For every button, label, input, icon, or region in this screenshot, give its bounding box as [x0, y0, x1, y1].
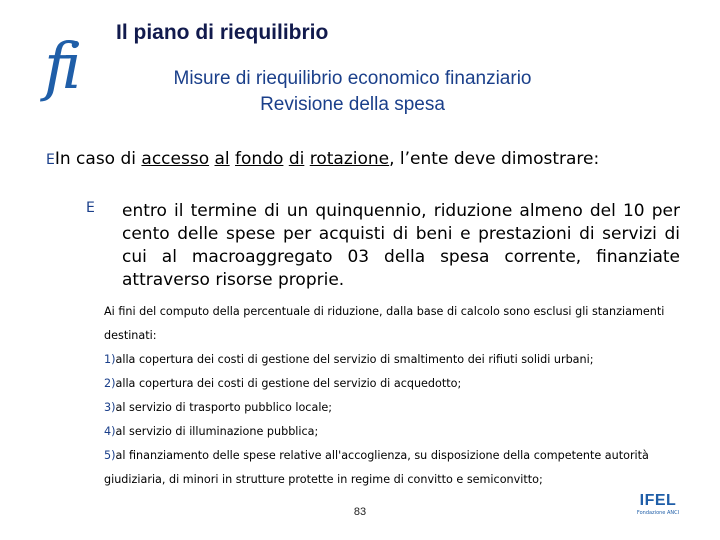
notes-item-text: alla copertura dei costi di gestione del servizio di acquedotto; [115, 377, 462, 390]
slide-title: Il piano di riequilibrio [116, 21, 329, 44]
notes-item-number: 3) [104, 401, 116, 414]
notes-intro: Ai fini del computo della percentuale di riduzione, dalla base di calcolo sono esclusi gli stanziamenti destinati: [104, 305, 665, 342]
notes-item-number: 5) [104, 449, 116, 462]
ifel-logo [636, 492, 680, 526]
notes-item [104, 420, 682, 444]
notes-block [104, 300, 682, 492]
notes-item [104, 348, 682, 372]
intro-underlined-5: rotazione [309, 149, 390, 169]
bullet-icon: E [46, 152, 55, 168]
ifel-logo-subtext: Fondazione ANCI [636, 510, 680, 516]
notes-item-number: 2) [104, 377, 116, 390]
notes-item-text: alla copertura dei costi di gestione del servizio di smaltimento dei rifiuti solidi urbani; [115, 353, 594, 366]
fi-logo: fi [44, 30, 77, 104]
intro-underlined-2: al [214, 149, 230, 169]
intro-underlined-1: accesso [141, 149, 210, 169]
subtitle-line-2: Revisione della spesa [260, 94, 445, 115]
intro-start: In caso di [54, 149, 142, 169]
sub-bullet-icon: E [86, 200, 95, 216]
notes-item-text: al servizio di illuminazione pubblica; [115, 425, 319, 438]
notes-item-number: 4) [104, 425, 116, 438]
slide-subtitle [120, 66, 585, 118]
notes-item [104, 396, 682, 420]
notes-item [104, 372, 682, 396]
notes-item-number: 1) [104, 353, 116, 366]
notes-item-text: al finanziamento delle spese relative all'accoglienza, su disposizione della competente autorità giudiziaria, di minori in strutture protette in regime di convitto e semiconvitto; [104, 449, 649, 486]
intro-paragraph [46, 148, 680, 172]
ifel-logo-text: IFEL [639, 492, 677, 509]
notes-item-text: al servizio di trasporto pubblico locale; [115, 401, 333, 414]
notes-item [104, 444, 682, 492]
page-number: 83 [353, 506, 367, 518]
intro-underlined-4: di [288, 149, 305, 169]
sub-bullet [86, 200, 680, 292]
intro-underlined-3: fondo [235, 149, 284, 169]
sub-bullet-text: entro il termine di un quinquennio, riduzione almeno del 10 per cento delle spese per acquisti di beni e prestazioni di servizi di cui al macroaggregato 03 della spesa corrente, finanziate attraverso risorse proprie. [122, 201, 680, 290]
subtitle-line-1: Misure di riequilibrio economico finanziario [173, 68, 532, 89]
intro-end: , l’ente deve dimostrare: [389, 149, 600, 169]
